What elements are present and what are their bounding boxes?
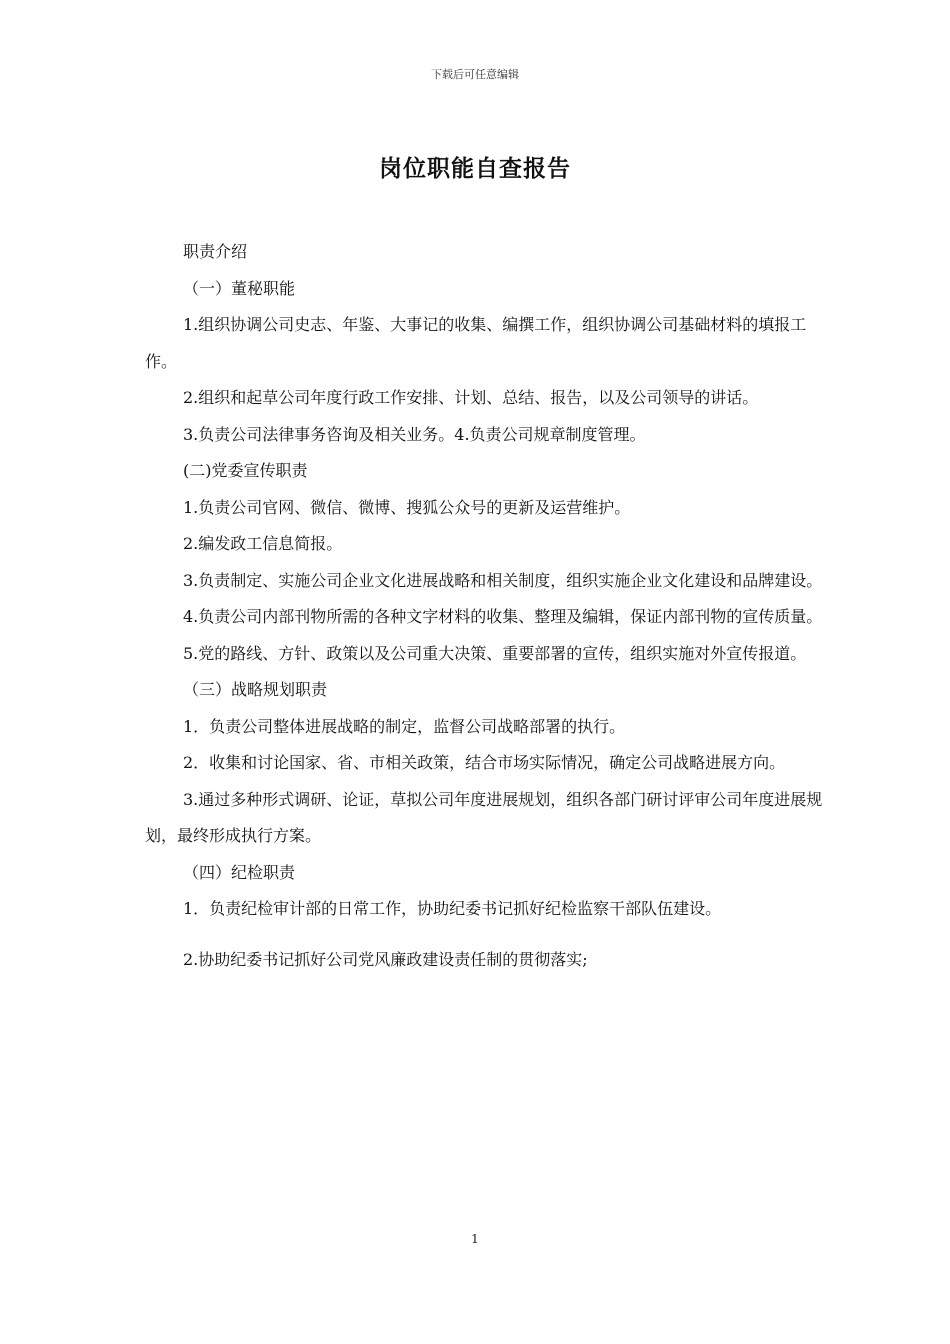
paragraph: 3.通过多种形式调研、论证，草拟公司年度进展规划，组织各部门研讨评审公司年度进展规划，最终形成执行方案。 [145, 789, 823, 845]
section-heading-1: （一）董秘职能 [183, 278, 296, 298]
paragraph: 2．收集和讨论国家、省、市相关政策，结合市场实际情况，确定公司战略进展方向。 [183, 753, 786, 772]
section-heading-2: (二)党委宣传职责 [183, 461, 308, 480]
paragraph: 1.组织协调公司史志、年鉴、大事记的收集、编撰工作，组织协调公司基础材料的填报工作。 [145, 315, 807, 371]
document-body [145, 234, 825, 978]
section-heading-3: （三）战略规划职责 [183, 680, 328, 699]
paragraph: 1．负责纪检审计部的日常工作，协助纪委书记抓好纪检监察干部队伍建设。 [183, 899, 722, 918]
document-title: 岗位职能自查报告 [379, 156, 571, 182]
paragraph: 1．负责公司整体进展战略的制定，监督公司战略部署的执行。 [183, 716, 626, 736]
paragraph: 5.党的路线、方针、政策以及公司重大决策、重要部署的宣传，组织实施对外宣传报道。 [183, 643, 807, 663]
header-note: 下载后可任意编辑 [431, 68, 519, 81]
paragraph: 1.负责公司官网、微信、微博、搜狐公众号的更新及运营维护。 [183, 497, 631, 517]
paragraph: 4.负责公司内部刊物所需的各种文字材料的收集、整理及编辑，保证内部刊物的宣传质量。 [183, 607, 823, 626]
paragraph: 3.负责制定、实施公司企业文化进展战略和相关制度，组织实施企业文化建设和品牌建设。 [183, 570, 823, 590]
paragraph: 2.组织和起草公司年度行政工作安排、计划、总结、报告，以及公司领导的讲话。 [183, 388, 759, 407]
paragraph: 2.编发政工信息简报。 [183, 534, 343, 553]
section-heading-4: （四）纪检职责 [183, 862, 296, 882]
paragraph: 3.负责公司法律事务咨询及相关业务。4.负责公司规章制度管理。 [183, 424, 646, 444]
paragraph: 2.协助纪委书记抓好公司党风廉政建设责任制的贯彻落实; [183, 949, 588, 969]
paragraph-intro-heading: 职责介绍 [183, 242, 248, 261]
page-number: 1 [471, 1232, 479, 1246]
